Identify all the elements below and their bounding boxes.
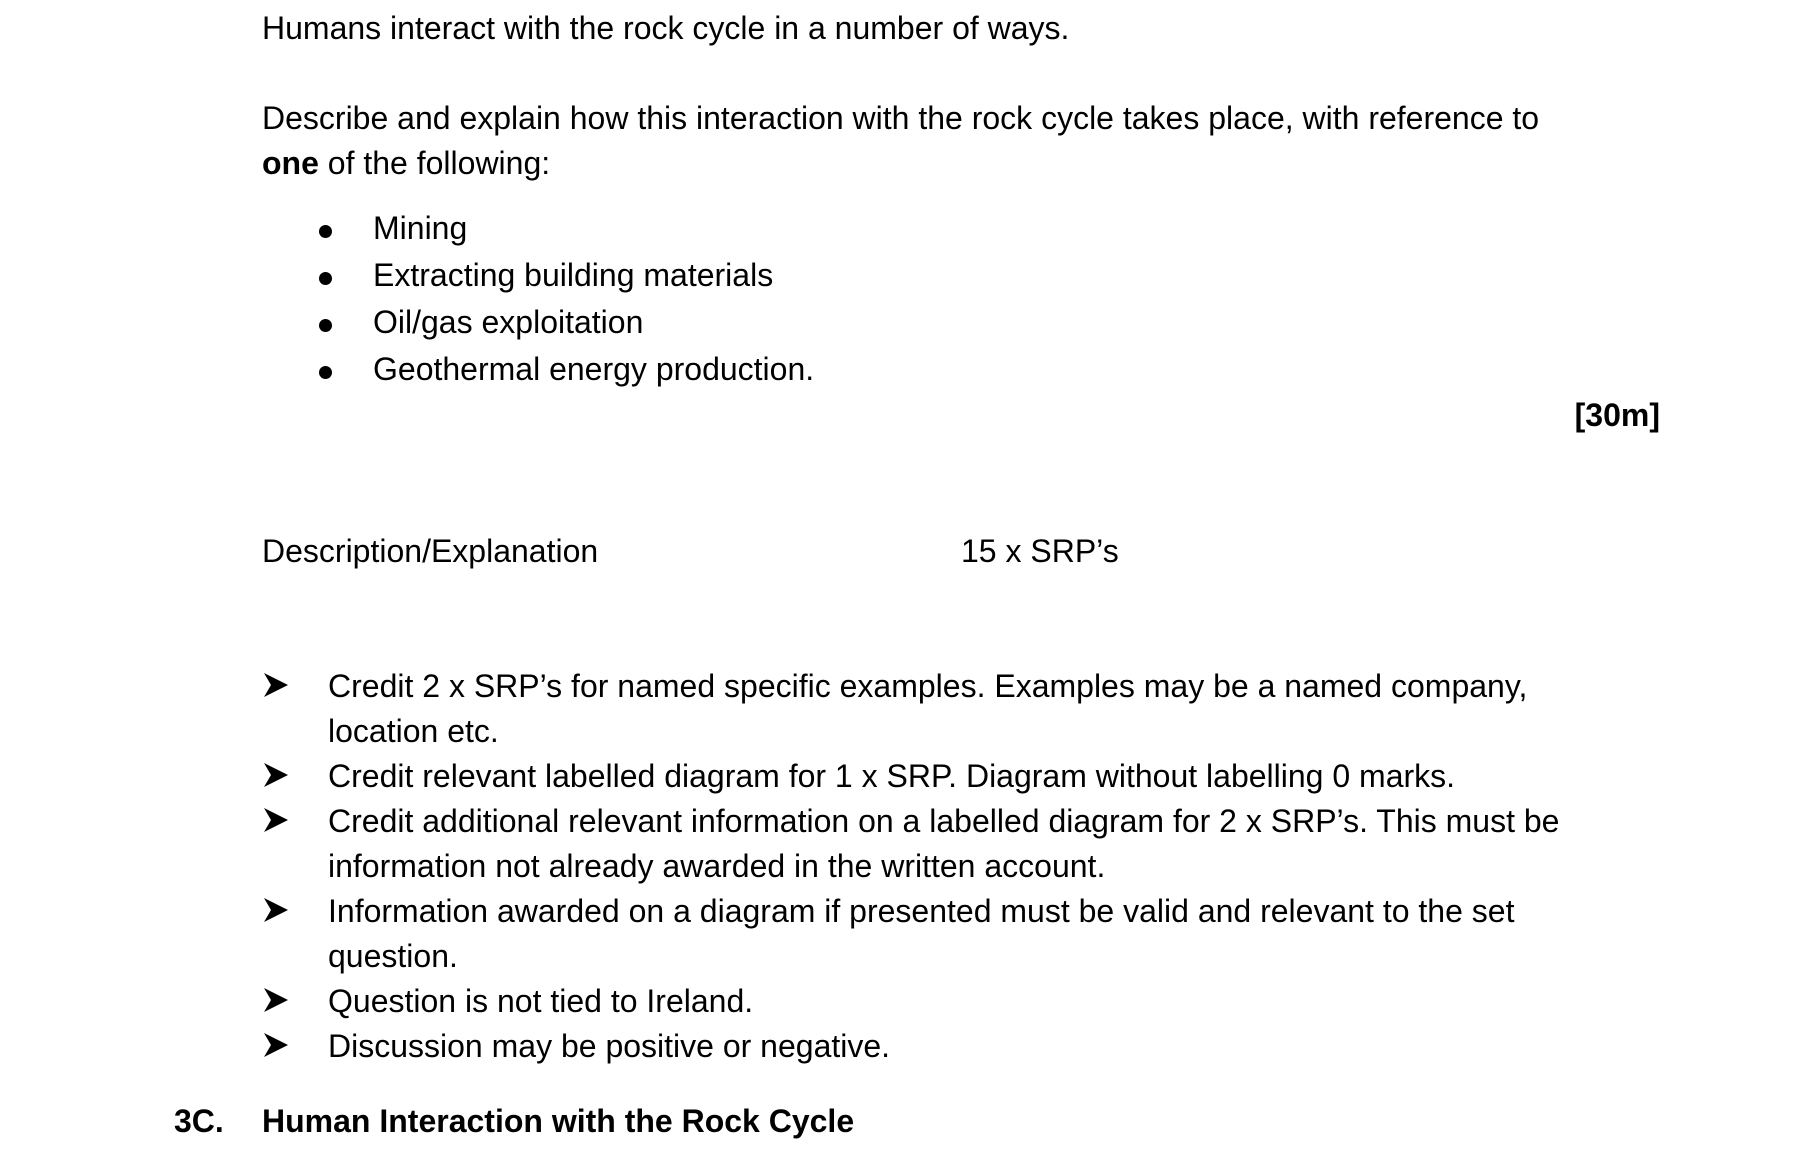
arrowhead-bullet-icon	[263, 897, 289, 923]
section-title: Human Interaction with the Rock Cycle	[262, 1103, 855, 1139]
question-intro: Humans interact with the rock cycle in a number of ways.	[262, 10, 1070, 46]
note-text: Question is not tied to Ireland.	[328, 983, 754, 1019]
prompt-rest: of the following:	[318, 145, 551, 181]
note-text: Credit relevant labelled diagram for 1 x SRP. Diagram without labelling 0 marks.	[328, 758, 1456, 794]
arrowhead-bullet-icon	[263, 1032, 289, 1058]
marks-total: [30m]	[1574, 397, 1660, 433]
note-text-continued: question.	[328, 938, 458, 974]
bullet-dot-icon	[319, 225, 332, 238]
section-number: 3C.	[174, 1103, 224, 1139]
option-label: Oil/gas exploitation	[373, 304, 644, 340]
arrowhead-bullet-icon	[263, 762, 289, 788]
arrowhead-bullet-icon	[263, 672, 289, 698]
arrowhead-bullet-icon	[263, 987, 289, 1013]
marking-label: Description/Explanation	[262, 533, 599, 569]
note-text: Credit additional relevant information on a labelled diagram for 2 x SRP’s. This must be	[328, 803, 1560, 839]
arrowhead-bullet-icon	[263, 807, 289, 833]
note-text: Discussion may be positive or negative.	[328, 1028, 891, 1064]
note-text: Information awarded on a diagram if presented must be valid and relevant to the set	[328, 893, 1515, 929]
bullet-dot-icon	[319, 366, 332, 379]
option-label: Mining	[373, 210, 468, 246]
question-prompt-line2	[262, 141, 550, 186]
option-label: Extracting building materials	[373, 257, 774, 293]
option-label: Geothermal energy production.	[373, 351, 815, 387]
note-text-continued: information not already awarded in the written account.	[328, 848, 1106, 884]
note-text-continued: location etc.	[328, 713, 499, 749]
bullet-dot-icon	[319, 272, 332, 285]
bullet-dot-icon	[319, 319, 332, 332]
question-prompt-line1: Describe and explain how this interaction with the rock cycle takes place, with reference to	[262, 100, 1540, 136]
marking-value: 15 x SRP’s	[961, 533, 1119, 569]
emphasis-one: one	[262, 145, 319, 181]
note-text: Credit 2 x SRP’s for named specific examples. Examples may be a named company,	[328, 668, 1528, 704]
